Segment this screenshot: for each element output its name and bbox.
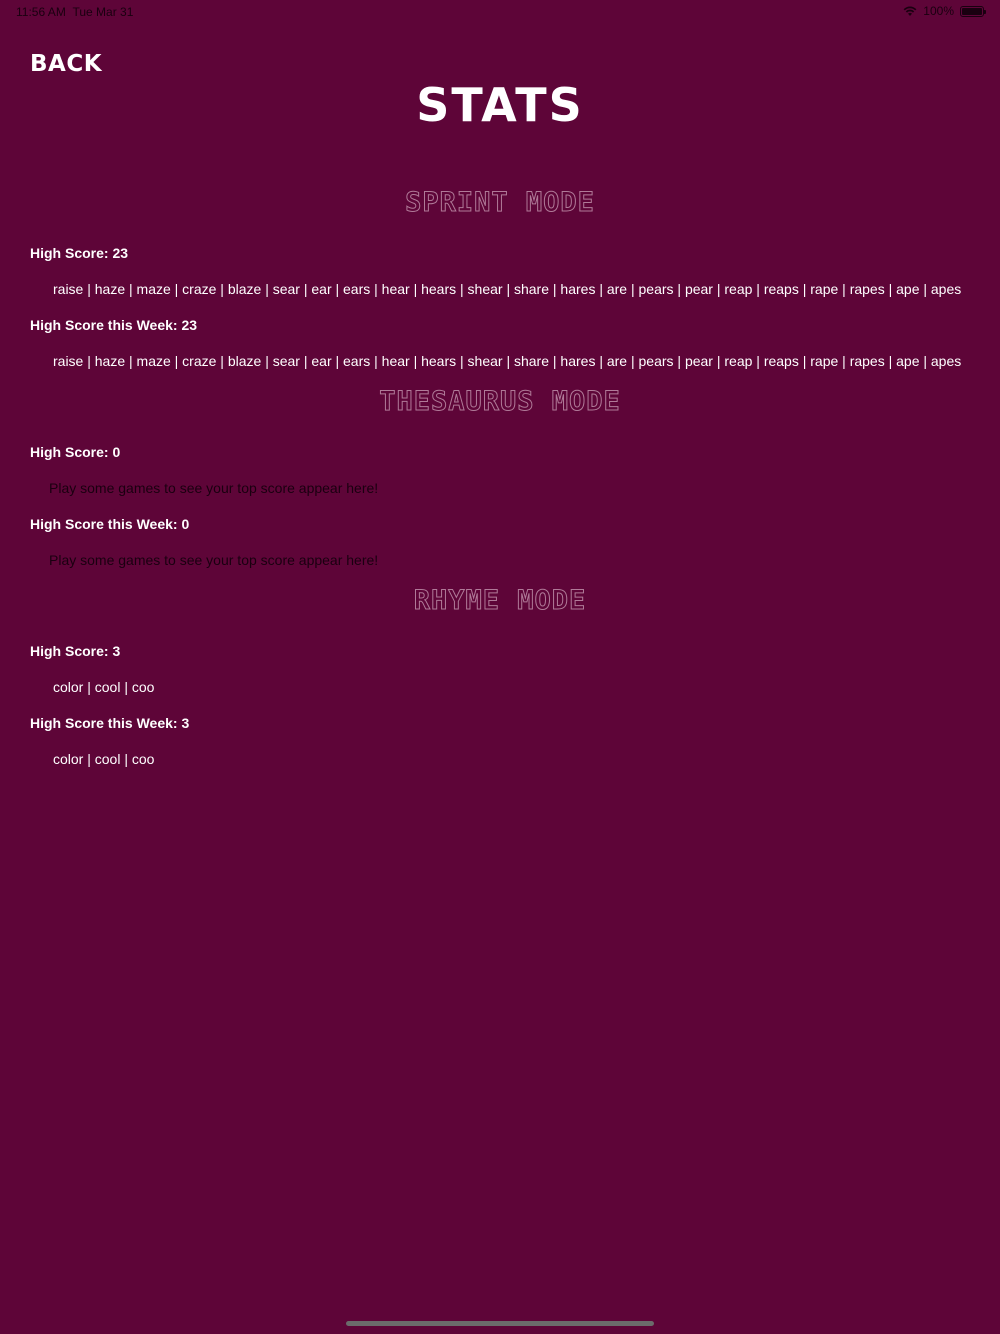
rhyme-high-score-label: High Score: 3: [30, 643, 121, 659]
home-indicator[interactable]: [346, 1321, 654, 1326]
thesaurus-high-score-label: High Score: 0: [30, 444, 121, 460]
thesaurus-mode-heading: THESAURUS MODE: [379, 386, 621, 417]
status-time: [16, 5, 133, 19]
status-bar: [0, 0, 1000, 24]
thesaurus-week-score-label: High Score this Week: 0: [30, 516, 190, 532]
sprint-week-score-label: High Score this Week: 23: [30, 317, 198, 333]
rhyme-high-score-words: color | cool | coo: [53, 679, 155, 695]
status-date: Tue Mar 31: [72, 5, 134, 19]
rhyme-mode-heading: RHYME MODE: [413, 585, 587, 616]
rhyme-week-score-label: High Score this Week: 3: [30, 715, 190, 731]
sprint-mode-heading: SPRINT MODE: [405, 187, 595, 218]
thesaurus-week-score-empty: Play some games to see your top score appear here!: [49, 552, 379, 568]
sprint-high-score-label: High Score: 23: [30, 245, 129, 261]
rhyme-week-score-words: color | cool | coo: [53, 751, 155, 767]
wifi-icon: [903, 5, 917, 17]
back-button[interactable]: BACK: [30, 51, 103, 77]
status-clock: 11:56 AM: [16, 5, 66, 19]
status-right: [903, 4, 984, 18]
sprint-week-score-words: raise | haze | maze | craze | blaze | sear | ear | ears | hear | hears | shear | share | hares | are | pears | pear | reap | reaps | rape | rapes | ape | apes: [53, 353, 962, 369]
battery-percent: 100%: [923, 4, 954, 18]
battery-icon: [960, 6, 984, 17]
sprint-high-score-words: raise | haze | maze | craze | blaze | sear | ear | ears | hear | hears | shear | share | hares | are | pears | pear | reap | reaps | rape | rapes | ape | apes: [53, 281, 962, 297]
page-title: STATS: [416, 78, 584, 132]
thesaurus-high-score-empty: Play some games to see your top score appear here!: [49, 480, 379, 496]
